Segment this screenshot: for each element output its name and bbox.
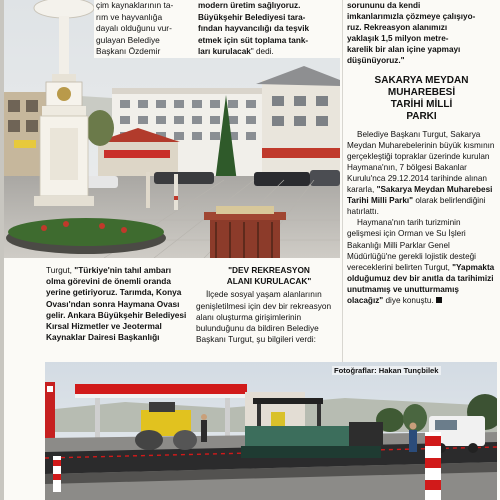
section-heading — [196, 265, 342, 287]
text-line: fından hayvancılığı da teşvik — [198, 24, 310, 33]
bottom-left-column — [46, 265, 192, 343]
photo-credit: Fotoğraflar: Hakan Tunçbilek — [334, 366, 439, 375]
text-line: sorununu da kendi — [347, 1, 421, 10]
bottom-photo — [45, 362, 497, 500]
heading-line: MUHAREBESİ — [387, 86, 456, 98]
top-right-quote — [196, 0, 340, 58]
heading-line: TARİHİ MİLLİ — [390, 98, 453, 110]
text-segment: ları kurulacak — [198, 47, 251, 56]
text-line: düşünüyoruz." — [347, 56, 405, 66]
text-line: Büyükşehir Belediyesi tara- — [198, 12, 306, 22]
text-line: çim kaynaklarının ta- — [96, 0, 174, 10]
column-divider — [342, 0, 343, 362]
text-line: rım ve hayvanlığa — [96, 11, 163, 22]
paragraph — [347, 129, 496, 218]
text-segment: diye konuştu. — [383, 295, 434, 305]
bottom-middle-column — [196, 265, 342, 345]
section-heading — [347, 75, 496, 123]
text-line: karelik bir alan içine yapmayı — [347, 45, 461, 55]
text-line: etmek için süt toplama tank- — [198, 35, 309, 45]
text-line: Başkanı Özdemir — [96, 46, 161, 56]
right-column — [347, 0, 496, 306]
text-segment: Haymana'nın tarih turizminin gelişmesi için Orman ve Su İşleri Bakanlığı Milli Parklar Genel Müdürlüğü'ne gerekli lojistik desteği vereceklerini belirten Turgut, — [347, 218, 476, 272]
text-segment: "Yapmakta olduğumuz dev bir anıtla da tarihimizi unutmamış ve unutturmamış olacağız" — [347, 262, 495, 305]
margin-strip — [4, 258, 44, 500]
text-line: modern üretim sağlıyoruz. — [198, 1, 301, 10]
text-segment: olarak belirlendiğini hatırlattı. — [347, 196, 486, 217]
paragraph — [347, 217, 496, 306]
text-line: dayalı olduğunu vur- — [96, 23, 172, 33]
text-segment: Belediye Başkanı Turgut, Sakarya Meydan Muharebelerinin büyük kısmının gerçekleştiği topraklar üzerinde kurulan Haymana'nın, 7 bölgesi Bakanlar Kurulu'nca 29.12.2014 tarihinde alınan kararla, — [347, 129, 495, 195]
heading-line: ALANI KURULACAK" — [226, 276, 312, 287]
top-middle-text — [94, 0, 198, 58]
text-line: gulayan Belediye — [96, 34, 160, 45]
heading-line: PARKI — [406, 110, 437, 122]
heading-line: SAKARYA MEYDAN — [374, 74, 469, 86]
end-mark — [436, 297, 442, 303]
text-segment: Turgut, — [46, 265, 75, 275]
text-line: ruz. Rekreasyon alanımızı — [347, 23, 448, 33]
heading-line: "DEV REKREASYON — [228, 265, 310, 275]
road-works-photo — [45, 362, 497, 500]
text-line — [198, 46, 338, 58]
text-line: imkanlarımızla çözmeye çalışıyo- — [347, 12, 476, 22]
text-segment: "Sakarya Meydan Muharebesi Tarihi Milli Parkı" — [347, 185, 493, 206]
right-column-quote — [347, 0, 496, 67]
text-segment: "Türkiye'nin tahıl ambarı olma görevini de önemli oranda yerine getiriyoruz. Tarımda, Konya Ovası'ndan sonra Haymana Ovası gelir. Ankara Büyükşehir Belediyesi Kırsal Hizmetler ve Jeotermal Kaynaklar Dairesi Başkanlığı — [46, 265, 187, 343]
paragraph: İlçede sosyal yaşam alanlarının genişletilmesi için dev bir rekreasyon alanı oluşturma girişimlerinin bulunduğunu da bildiren Belediye Başkanı Turgut, şu bilgileri verdi: — [196, 289, 332, 345]
text-line: yaklaşık 1,5 milyon metre- — [347, 34, 449, 44]
text-segment: " dedi. — [250, 47, 274, 56]
